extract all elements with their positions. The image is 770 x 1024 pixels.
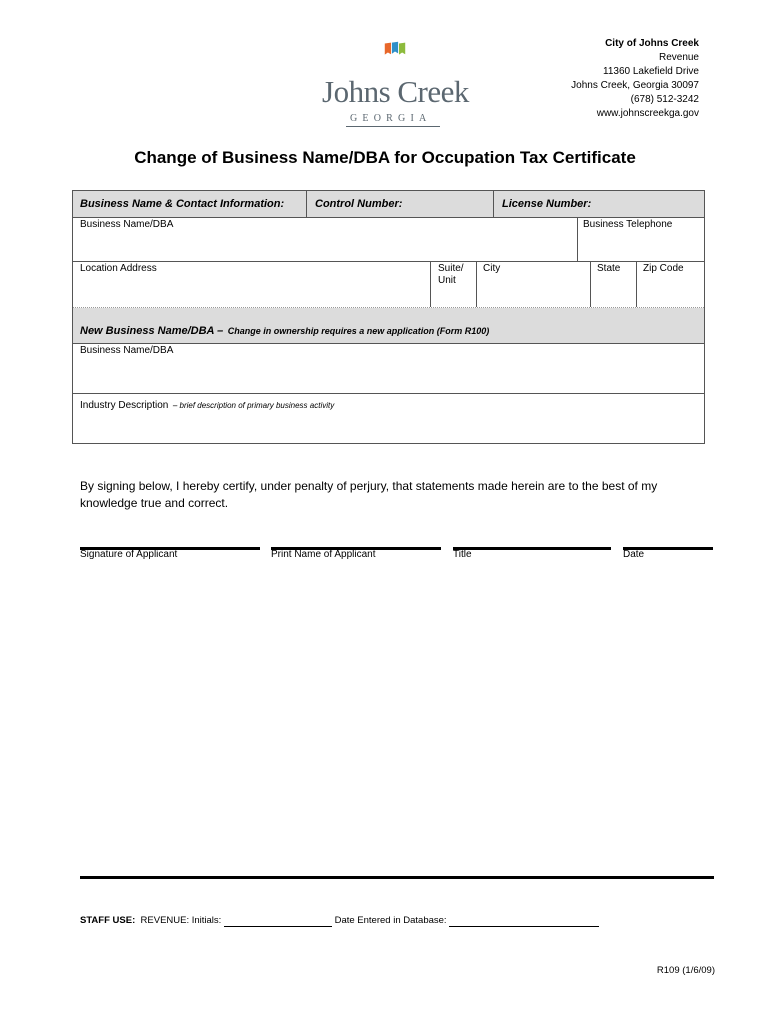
logo-subtitle: GEORGIA xyxy=(350,113,432,124)
new-business-name-header-bold: New Business Name/DBA – xyxy=(80,325,224,337)
logo-flag-orange xyxy=(385,43,391,55)
city-field[interactable] xyxy=(477,261,590,307)
license-number-label: License Number: xyxy=(502,198,592,210)
logo-wordmark: Johns Creek xyxy=(322,74,469,109)
title-line[interactable] xyxy=(453,547,611,550)
print-name-label: Print Name of Applicant xyxy=(271,549,376,560)
staff-use-row xyxy=(80,915,599,927)
street-address: 11360 Lakefield Drive xyxy=(603,66,699,77)
department: Revenue xyxy=(658,52,699,63)
logo-underline xyxy=(346,126,440,127)
new-business-name-header-note: Change in ownership requires a new application (Form R100) xyxy=(227,326,490,336)
date-entered-field[interactable] xyxy=(449,915,599,927)
website: www.johnscreekga.gov xyxy=(596,108,699,119)
divider xyxy=(493,191,494,217)
divider xyxy=(306,191,307,217)
industry-description-field[interactable] xyxy=(73,393,704,443)
staff-use-label: STAFF USE: xyxy=(80,915,136,926)
date-label: Date xyxy=(623,549,645,560)
staff-section-rule xyxy=(80,876,714,879)
new-business-name-header xyxy=(80,321,489,339)
suite-label: Suite/ xyxy=(438,263,464,274)
state-label: State xyxy=(597,263,621,274)
unit-label: Unit xyxy=(438,275,456,286)
business-telephone-label: Business Telephone xyxy=(583,219,673,230)
industry-description-note: – brief description of primary business activity xyxy=(172,401,335,410)
business-name-field[interactable] xyxy=(73,217,577,261)
suite-unit-field[interactable] xyxy=(431,261,476,307)
city-label: City xyxy=(483,263,501,274)
city-state-zip: Johns Creek, Georgia 30097 xyxy=(571,80,699,91)
state-field[interactable] xyxy=(591,261,636,307)
city-name: City of Johns Creek xyxy=(605,38,699,49)
date-entered-label: Date Entered in Database: xyxy=(334,915,447,926)
application-form xyxy=(72,190,705,444)
control-number-label: Control Number: xyxy=(315,198,403,210)
logo-flag-blue xyxy=(392,42,398,54)
title-label: Title xyxy=(453,549,472,560)
logo-flag-green xyxy=(399,43,405,55)
page-title: Change of Business Name/DBA for Occupation Tax Certificate xyxy=(134,148,636,167)
business-telephone-field[interactable] xyxy=(578,217,704,261)
business-contact-header: Business Name & Contact Information: xyxy=(80,198,285,210)
revenue-initials-label: REVENUE: Initials: xyxy=(140,915,222,926)
new-business-name-field[interactable] xyxy=(73,343,704,393)
industry-description-label: Industry Description xyxy=(80,400,169,411)
zip-code-field[interactable] xyxy=(637,261,704,307)
location-address-field[interactable] xyxy=(73,261,430,307)
revenue-initials-field[interactable] xyxy=(224,915,332,927)
location-address-label: Location Address xyxy=(80,263,157,274)
phone-number: (678) 512-3242 xyxy=(630,94,699,105)
zip-code-label: Zip Code xyxy=(643,263,684,274)
form-number: R109 (1/6/09) xyxy=(656,965,715,976)
certification-statement: By signing below, I hereby certify, under penalty of perjury, that statements made herein are to the best of my knowledge true and correct. xyxy=(80,479,658,510)
business-name-label: Business Name/DBA xyxy=(80,219,174,230)
address-block xyxy=(571,37,699,121)
new-business-name-label: Business Name/DBA xyxy=(80,345,174,356)
signature-label: Signature of Applicant xyxy=(80,549,178,560)
